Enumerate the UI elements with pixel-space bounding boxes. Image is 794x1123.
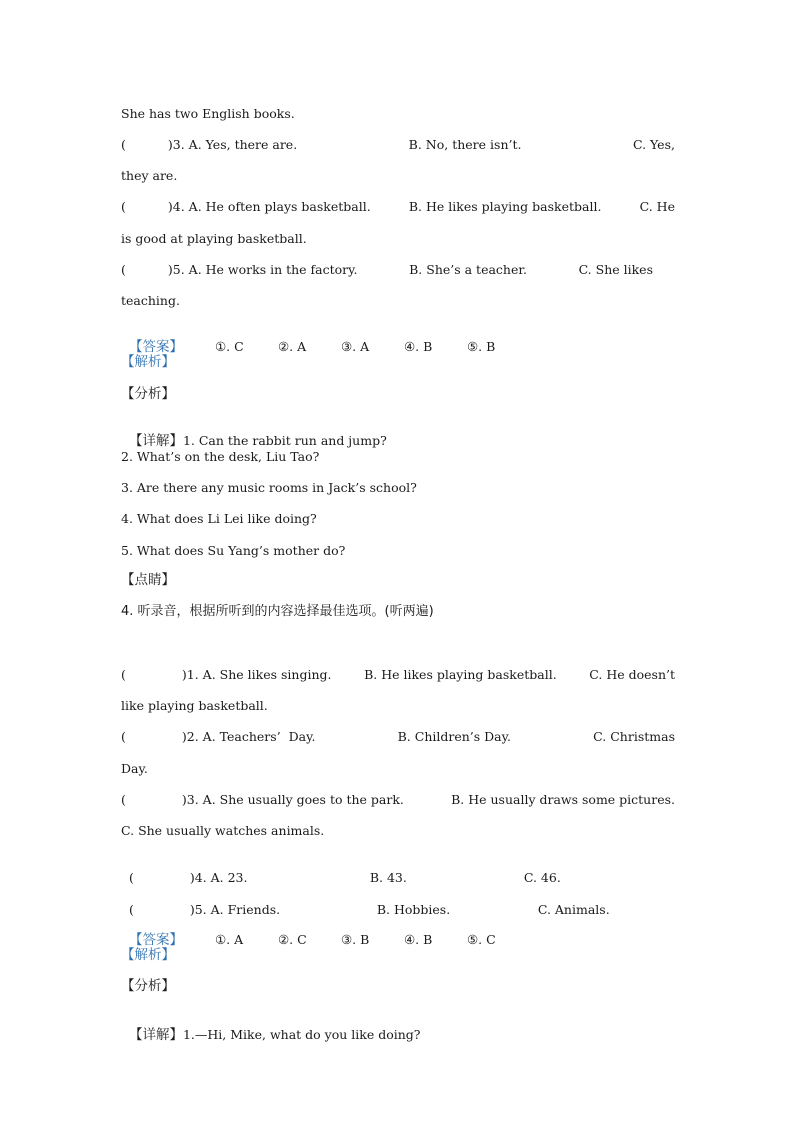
answer-item: ③. B [340,932,370,947]
answer-blank[interactable]: ( [128,870,134,885]
question-1-continuation: like playing basketball. [121,698,268,713]
option-c: C. She likes [578,262,653,277]
option-b: B. Children’s Day. [397,729,512,744]
answer-row [121,323,495,355]
option-a: )4. A. He often plays basketball. [167,199,371,214]
option-a: )5. A. He works in the factory. [167,262,358,277]
answer-item: ⑤. B [466,339,496,354]
answer-item: ④. B [403,932,433,947]
answer-item: ①. C [214,339,244,354]
option-b: B. He usually draws some pictures. [451,792,675,807]
analysis-heading: 【解析】 [121,947,175,963]
detail-text: 1. Can the rabbit run and jump? [182,433,387,448]
comment-heading: 【点睛】 [121,572,175,588]
answer-item: ②. C [277,932,307,947]
question-2-continuation: Day. [121,761,148,776]
option-b: B. 43. [369,870,407,885]
answer-item: ②. A [277,339,307,354]
answer-blank[interactable]: ( [121,792,126,807]
question-1-item [121,667,675,683]
question-heading: 4. 听录音，根据所听到的内容选择最佳选项。(听两遍) [121,604,434,619]
option-a: )3. A. She usually goes to the park. [181,792,404,807]
breakdown-heading: 【分析】 [121,978,175,994]
breakdown-heading: 【分析】 [121,386,175,402]
question-4-item [121,199,675,215]
option-a: )5. A. Friends. [189,902,281,917]
option-a: )4. A. 23. [189,870,248,885]
detail-tag: 【详解】 [128,1027,183,1043]
detail-line [121,1011,420,1043]
answer-tag: 【答案】 [128,932,183,948]
answer-item: ③. A [340,339,370,354]
answer-blank[interactable]: ( [121,262,126,277]
question-3-continuation: they are. [121,168,178,183]
question-5-item [121,886,610,918]
question-5-item [121,262,653,278]
option-c: C. Christmas [593,729,675,744]
question-4-continuation: is good at playing basketball. [121,231,307,246]
option-b: B. Hobbies. [376,902,451,917]
option-a: )1. A. She likes singing. [181,667,332,682]
answer-row [121,916,496,948]
detail-line: 2. What’s on the desk, Liu Tao? [121,449,320,464]
option-a: )3. A. Yes, there are. [167,137,298,152]
option-b: B. She’s a teacher. [409,262,527,277]
detail-line: 3. Are there any music rooms in Jack’s school? [121,480,417,495]
detail-line: 5. What does Su Yang’s mother do? [121,543,346,558]
answer-blank[interactable]: ( [128,902,134,917]
answer-blank[interactable]: ( [121,667,126,682]
option-c: C. He doesn’t [589,667,675,682]
detail-tag: 【详解】 [128,433,183,449]
question-5-continuation: teaching. [121,293,180,308]
question-3-item [121,137,675,153]
option-b: B. He likes playing basketball. [364,667,557,682]
option-c: C. He [639,199,675,214]
answer-tag: 【答案】 [128,339,183,355]
detail-text: 1.—Hi, Mike, what do you like doing? [182,1027,421,1042]
option-c: C. 46. [523,870,561,885]
option-c: C. Animals. [537,902,610,917]
option-b: B. He likes playing basketball. [408,199,602,214]
option-c: C. Yes, [632,137,675,152]
option-a: )2. A. Teachers’ Day. [181,729,316,744]
answer-blank[interactable]: ( [121,137,126,152]
question-2-item [121,729,675,745]
answer-blank[interactable]: ( [121,199,126,214]
detail-line: 4. What does Li Lei like doing? [121,511,317,526]
analysis-heading: 【解析】 [121,354,175,370]
intro-sentence: She has two English books. [121,106,295,121]
question-3-item [121,792,675,808]
answer-blank[interactable]: ( [121,729,126,744]
question-3-continuation: C. She usually watches animals. [121,823,325,838]
answer-item: ④. B [403,339,433,354]
question-4-item [121,854,561,886]
detail-line [121,417,387,449]
answer-item: ①. A [214,932,244,947]
option-b: B. No, there isn’t. [408,137,522,152]
answer-item: ⑤. C [466,932,496,947]
